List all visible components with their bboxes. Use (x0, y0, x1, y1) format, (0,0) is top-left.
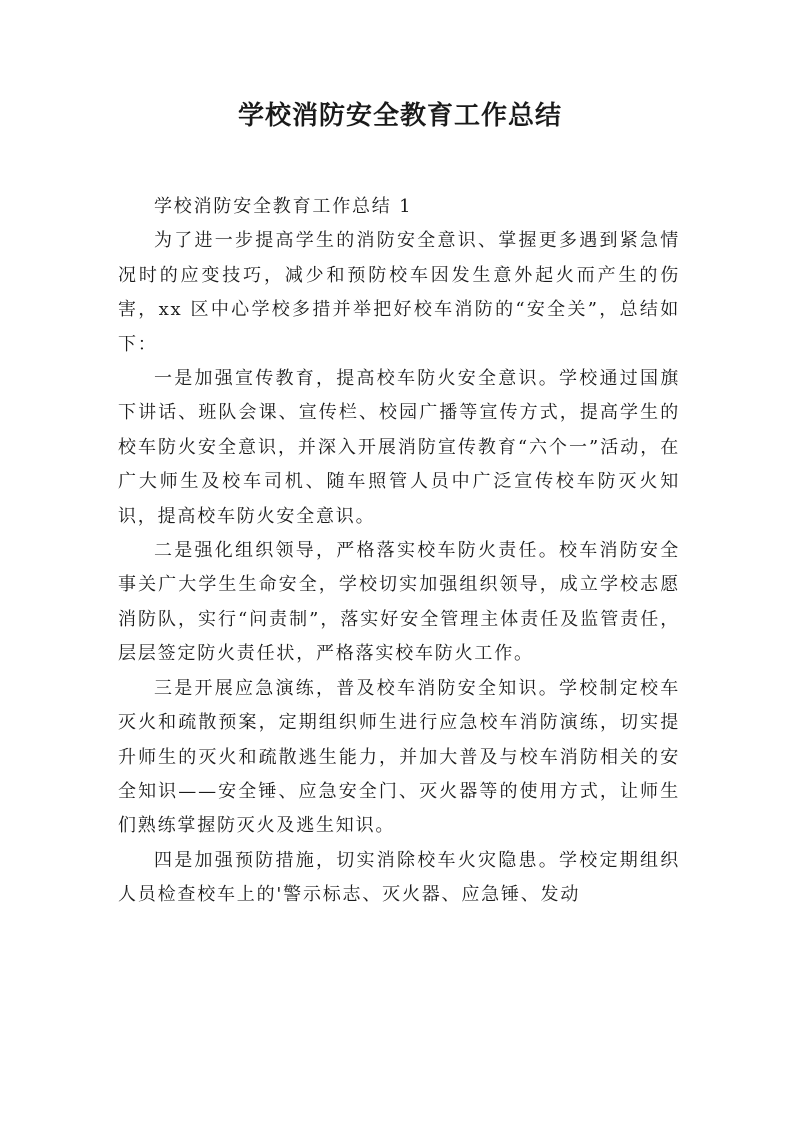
document-title: 学校消防安全教育工作总结 (237, 101, 562, 131)
document-body (118, 190, 680, 913)
paragraph-point-1: 一是加强宣传教育，提高校车防火安全意识。学校通过国旗下讲话、班队会课、宣传栏、校园广播等宣传方式，提高学生的校车防火安全意识，并深入开展消防宣传教育“六个一”活动，在广大师生及校车司机、随车照管人员中广泛宣传校车防灭火知识，提高校车防火安全意识。 (118, 368, 680, 527)
section-heading: 学校消防安全教育工作总结 1 (154, 196, 413, 217)
paragraph-intro: 为了进一步提高学生的消防安全意识、掌握更多遇到紧急情况时的应变技巧，减少和预防校车因发生意外起火而产生的伤害，xx 区中心学校多措并举把好校车消防的“安全关”，总结如下： (118, 230, 680, 355)
paragraph-point-2: 二是强化组织领导，严格落实校车防火责任。校车消防安全事关广大学生生命安全，学校切实加强组织领导，成立学校志愿消防队，实行“问责制”，落实好安全管理主体责任及监管责任，层层签定防火责任状，严格落实校车防火工作。 (118, 540, 680, 665)
paragraph-point-4: 四是加强预防措施，切实消除校车火灾隐患。学校定期组织人员检查校车上的'警示标志、灭火器、应急锤、发动 (118, 849, 680, 906)
paragraph-point-3: 三是开展应急演练，普及校车消防安全知识。学校制定校车灭火和疏散预案，定期组织师生进行应急校车消防演练，切实提升师生的灭火和疏散逃生能力，并加大普及与校车消防相关的安全知识——安全锤、应急安全门、灭火器等的使用方式，让师生们熟练掌握防灭火及逃生知识。 (118, 677, 680, 837)
